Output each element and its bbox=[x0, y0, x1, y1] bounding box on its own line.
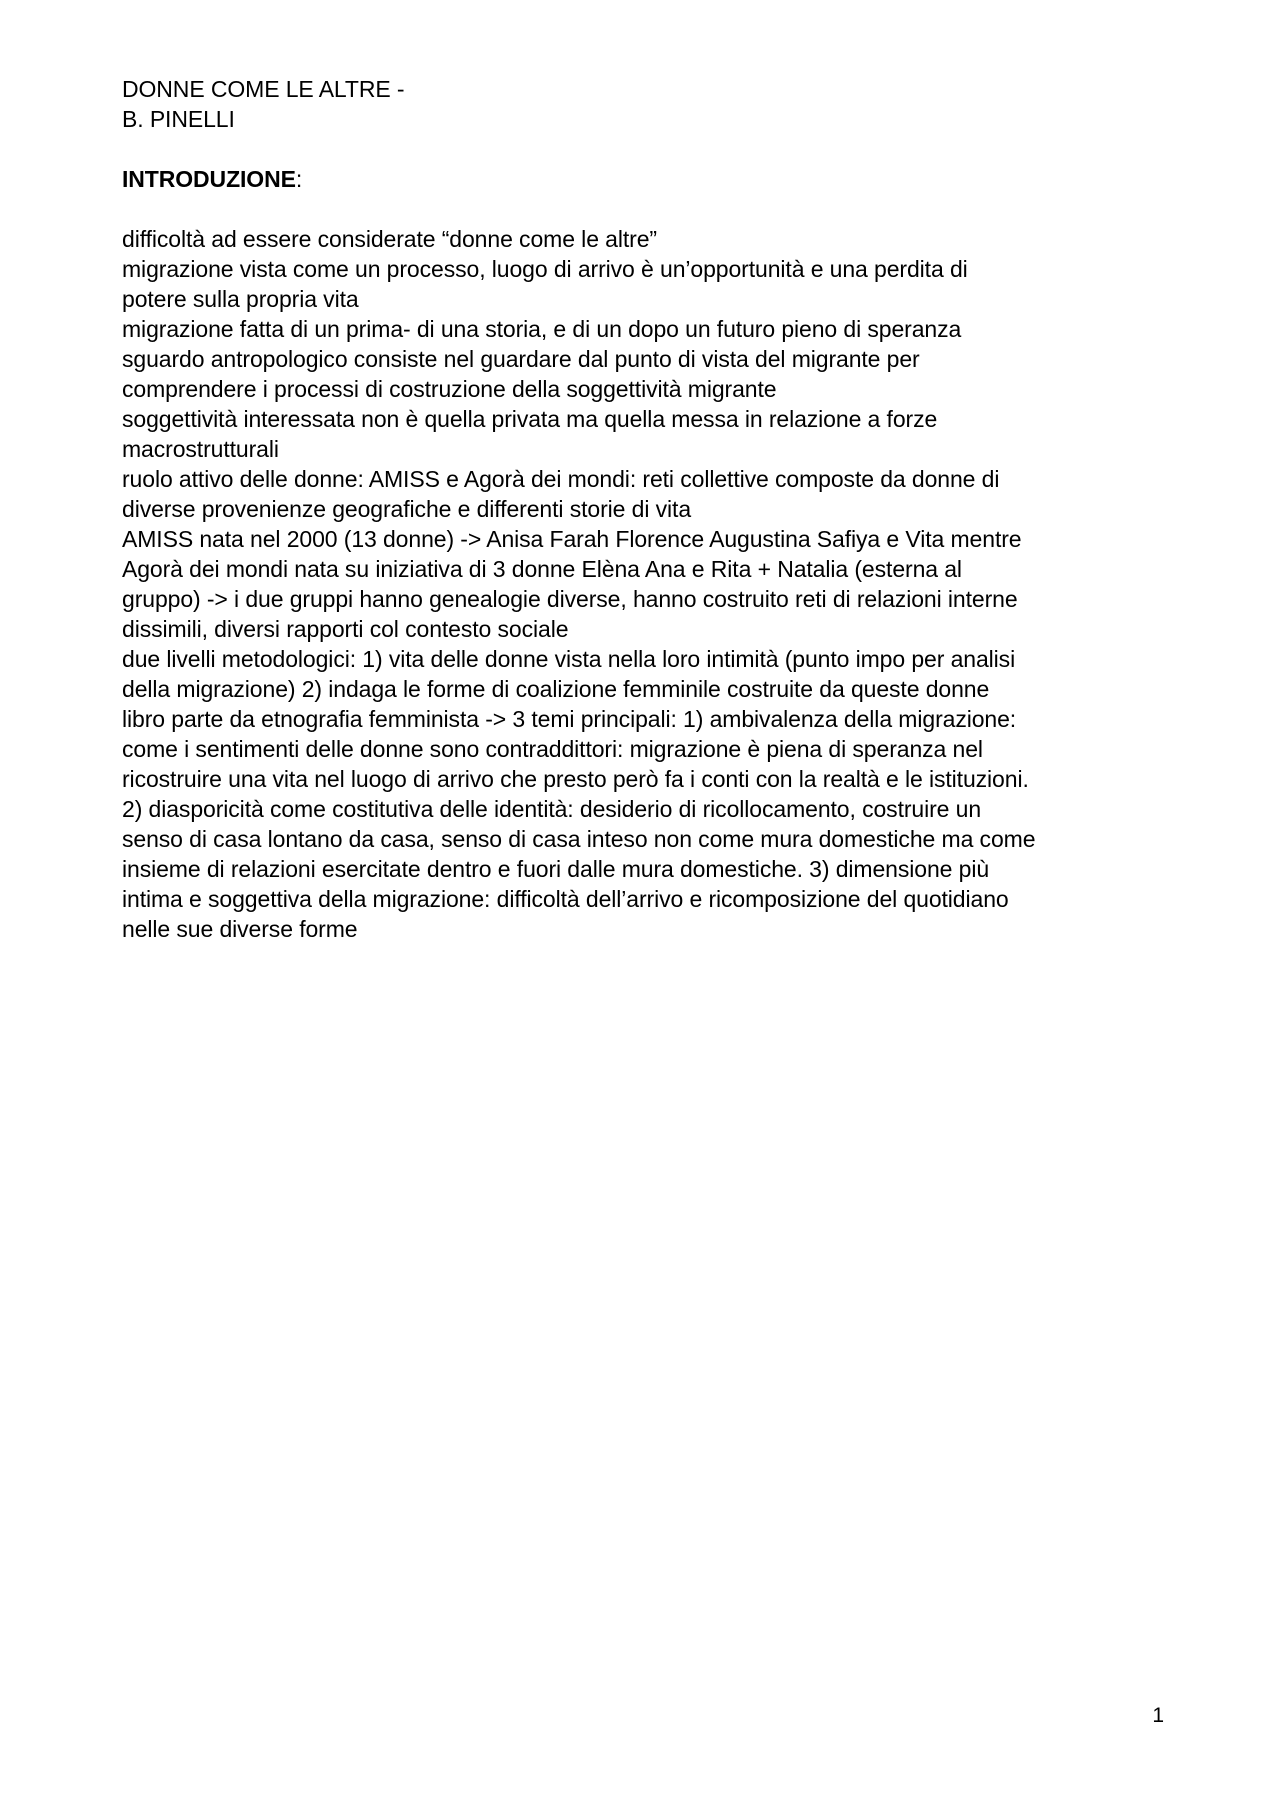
body-line: AMISS nata nel 2000 (13 donne) -> Anisa Farah Florence Augustina Safiya e Vita mentre bbox=[122, 526, 1022, 552]
page-number: 1 bbox=[1152, 1704, 1164, 1727]
document-content bbox=[122, 74, 1172, 944]
author-line: B. PINELLI bbox=[122, 106, 235, 132]
body-line: ricostruire una vita nel luogo di arrivo che presto però fa i conti con la realtà e le istituzioni. bbox=[122, 766, 1029, 792]
body-line: comprendere i processi di costruzione della soggettività migrante bbox=[122, 376, 777, 402]
body-line: sguardo antropologico consiste nel guardare dal punto di vista del migrante per bbox=[122, 346, 920, 372]
section-heading bbox=[122, 164, 1172, 194]
body-line: dissimili, diversi rapporti col contesto sociale bbox=[122, 616, 569, 642]
body-line: libro parte da etnografia femminista -> 3 temi principali: 1) ambivalenza della migrazione: bbox=[122, 706, 1017, 732]
body-line: soggettività interessata non è quella privata ma quella messa in relazione a forze bbox=[122, 406, 938, 432]
body-line: Agorà dei mondi nata su iniziativa di 3 donne Elèna Ana e Rita + Natalia (esterna al bbox=[122, 556, 962, 582]
body-line: gruppo) -> i due gruppi hanno genealogie diverse, hanno costruito reti di relazioni interne bbox=[122, 586, 1018, 612]
title-line: DONNE COME LE ALTRE - bbox=[122, 76, 405, 102]
body-line: potere sulla propria vita bbox=[122, 286, 359, 312]
body-line: diverse provenienze geografiche e differenti storie di vita bbox=[122, 496, 692, 522]
body-line: nelle sue diverse forme bbox=[122, 916, 358, 942]
body-line: insieme di relazioni esercitate dentro e fuori dalle mura domestiche. 3) dimensione più bbox=[122, 856, 990, 882]
body-line: migrazione fatta di un prima- di una storia, e di un dopo un futuro pieno di speranza bbox=[122, 316, 962, 342]
body-line: 2) diasporicità come costitutiva delle identità: desiderio di ricollocamento, costruire un bbox=[122, 796, 982, 822]
body-line: macrostrutturali bbox=[122, 436, 279, 462]
body-line: due livelli metodologici: 1) vita delle donne vista nella loro intimità (punto impo per analisi bbox=[122, 646, 1016, 672]
section-body bbox=[122, 224, 1172, 944]
document-title bbox=[122, 74, 1172, 134]
body-line: della migrazione) 2) indaga le forme di coalizione femminile costruite da queste donne bbox=[122, 676, 990, 702]
body-line: difficoltà ad essere considerate “donne come le altre” bbox=[122, 226, 657, 252]
body-line: senso di casa lontano da casa, senso di casa inteso non come mura domestiche ma come bbox=[122, 826, 1036, 852]
body-line: intima e soggettiva della migrazione: difficoltà dell’arrivo e ricomposizione del quotidiano bbox=[122, 886, 1009, 912]
body-line: migrazione vista come un processo, luogo di arrivo è un’opportunità e una perdita di bbox=[122, 256, 968, 282]
section-heading-colon: : bbox=[295, 166, 303, 192]
body-line: come i sentimenti delle donne sono contraddittori: migrazione è piena di speranza nel bbox=[122, 736, 983, 762]
body-line: ruolo attivo delle donne: AMISS e Agorà dei mondi: reti collettive composte da donne di bbox=[122, 466, 1000, 492]
section-heading-label: INTRODUZIONE bbox=[122, 166, 296, 192]
